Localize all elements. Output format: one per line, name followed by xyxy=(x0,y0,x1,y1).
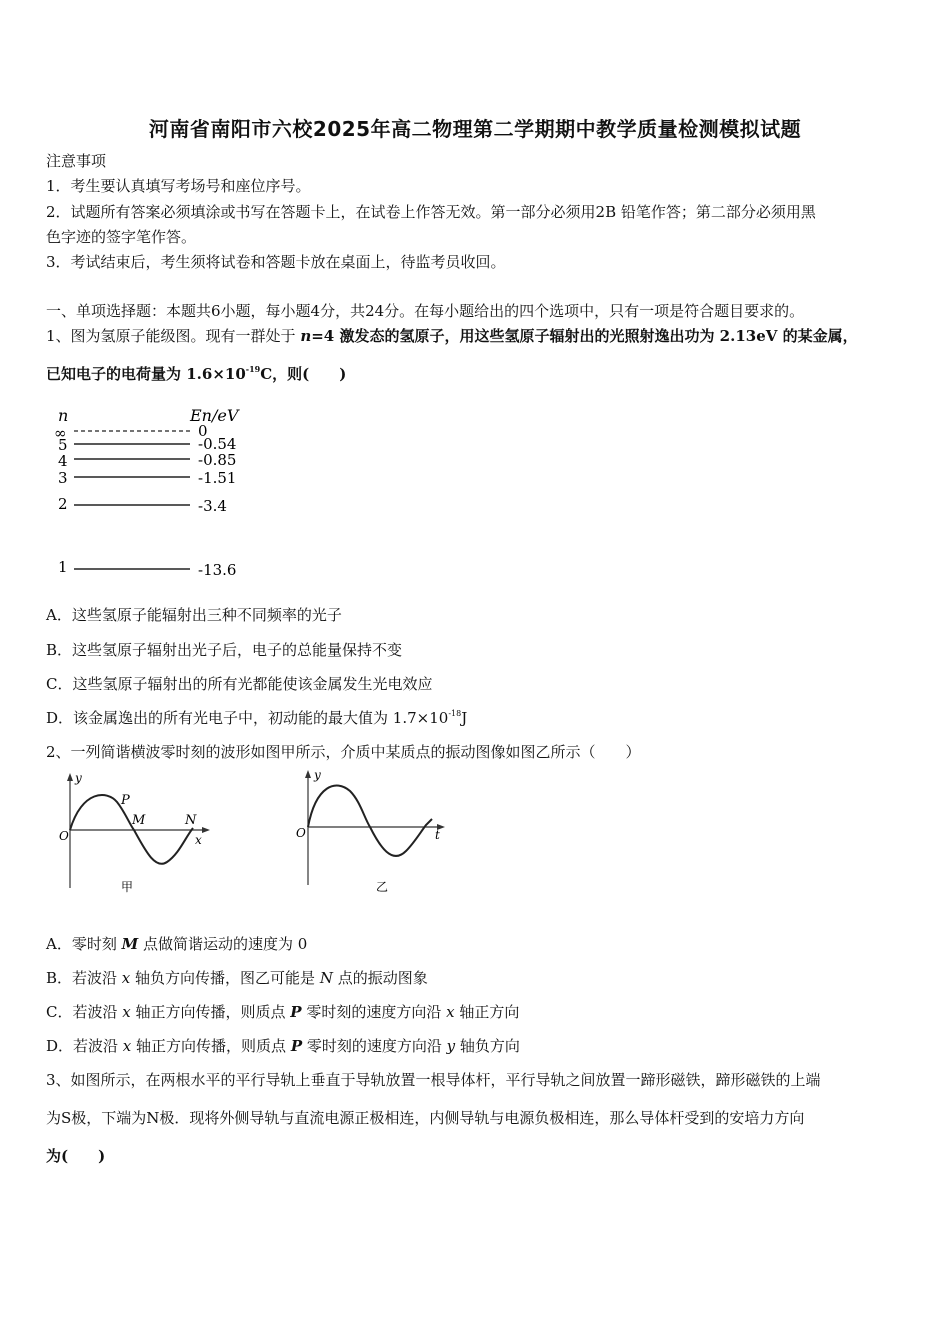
level-e-4: -0.85 xyxy=(198,451,237,469)
notice-item-2: 2．试题所有答案必须填涂或书写在答题卡上，在试卷上作答无效。第一部分必须用2B 铅笔作答；第二部分必须用黑 xyxy=(46,203,816,221)
jia-x-label: x xyxy=(195,833,202,847)
jia-caption: 甲 xyxy=(121,880,134,894)
section-heading: 一、单项选择题：本题共6小题，每小题4分，共24分。在每小题给出的四个选项中，只有一项是符合题目要求的。 xyxy=(46,302,805,320)
level-e-5: -0.54 xyxy=(198,435,237,453)
jia-x-arrow xyxy=(202,827,210,833)
q1-option-c: C．这些氢原子辐射出的所有光都能使该金属发生光电效应 xyxy=(46,675,433,693)
energy-axis-label: En/eV xyxy=(190,406,239,425)
yi-caption: 乙 xyxy=(376,880,389,894)
yi-y-arrow xyxy=(305,770,311,778)
q1-stem-line2: 已知电子的电荷量为 $1.6\times 10^{-19}C$，则( ) xyxy=(46,364,347,383)
level-e-2: -3.4 xyxy=(198,497,227,515)
yi-t-label: t xyxy=(435,828,440,842)
jia-point-n: N xyxy=(185,813,197,828)
jia-origin-label: O xyxy=(59,829,69,843)
q1-stem-line1: 1、图为氢原子能级图。现有一群处于 n=4 激发态的氢原子，用这些氢原子辐射出的光照射逸出功为 2.13eV 的某金属， xyxy=(46,327,858,345)
q2-option-b: B．若波沿 x 轴负方向传播，图乙可能是 N 点的振动图象 xyxy=(46,969,428,987)
notice-item-3: 3．考试结束后，考生须将试卷和答题卡放在桌面上，待监考员收回。 xyxy=(46,253,506,271)
q3-stem-line2: 为S极，下端为N极．现将外侧导轨与直流电源正极相连，内侧导轨与电源负极相连，那么导体杆受到的安培力方向 xyxy=(46,1109,805,1127)
page-title: 河南省南阳市六校2025年高二物理第二学期期中教学质量检测模拟试题 xyxy=(148,117,802,141)
q3-stem-line3: 为( ) xyxy=(46,1147,106,1165)
jia-y-label: y xyxy=(75,771,82,785)
jia-y-arrow xyxy=(67,773,73,781)
level-n-inf: ∞ xyxy=(54,424,67,442)
notice-item-1: 1．考生要认真填写考场号和座位序号。 xyxy=(46,177,311,195)
q3-stem-line1: 3、如图所示，在两根水平的平行导轨上垂直于导轨放置一根导体杆，平行导轨之间放置一蹄形磁铁，蹄形磁铁的上端 xyxy=(46,1071,821,1089)
yi-origin-label: O xyxy=(296,826,306,840)
q1-option-d: D．该金属逸出的所有光电子中，初动能的最大值为 $1.7\times 10^{-18}J$ xyxy=(46,709,468,727)
q2-option-c: C．若波沿 x 轴正方向传播，则质点 P 零时刻的速度方向沿 x 轴正方向 xyxy=(46,1003,520,1021)
level-n-3: 3 xyxy=(58,469,68,487)
n-axis-label: n xyxy=(58,406,69,425)
q2-option-a: A．零时刻 M 点做简谐运动的速度为 0 xyxy=(46,935,308,953)
level-n-4: 4 xyxy=(58,452,68,470)
level-e-3: -1.51 xyxy=(198,469,237,487)
jia-point-p: P xyxy=(121,793,130,808)
wave-figure-jia xyxy=(55,770,215,895)
q2-stem: 2、一列简谐横波零时刻的波形如图甲所示，介质中某质点的振动图像如图乙所示（ ） xyxy=(46,743,641,761)
notice-heading: 注意事项 xyxy=(46,152,107,170)
level-e-inf: 0 xyxy=(198,422,208,440)
level-n-5: 5 xyxy=(58,436,68,454)
q1-option-b: B．这些氢原子辐射出光子后，电子的总能量保持不变 xyxy=(46,641,403,659)
yi-y-label: y xyxy=(314,768,321,782)
q2-option-d: D．若波沿 x 轴正方向传播，则质点 P 零时刻的速度方向沿 y 轴负方向 xyxy=(46,1037,520,1055)
yi-waveform xyxy=(308,786,432,856)
level-n-2: 2 xyxy=(58,495,68,513)
energy-level-diagram xyxy=(50,402,250,582)
vibration-figure-yi xyxy=(292,765,452,895)
level-e-1: -13.6 xyxy=(198,561,237,579)
jia-point-m: M xyxy=(132,813,146,828)
level-n-1: 1 xyxy=(58,558,68,576)
notice-item-2-cont: 色字迹的签字笔作答。 xyxy=(46,228,197,246)
q1-option-a: A．这些氢原子能辐射出三种不同频率的光子 xyxy=(46,606,342,624)
